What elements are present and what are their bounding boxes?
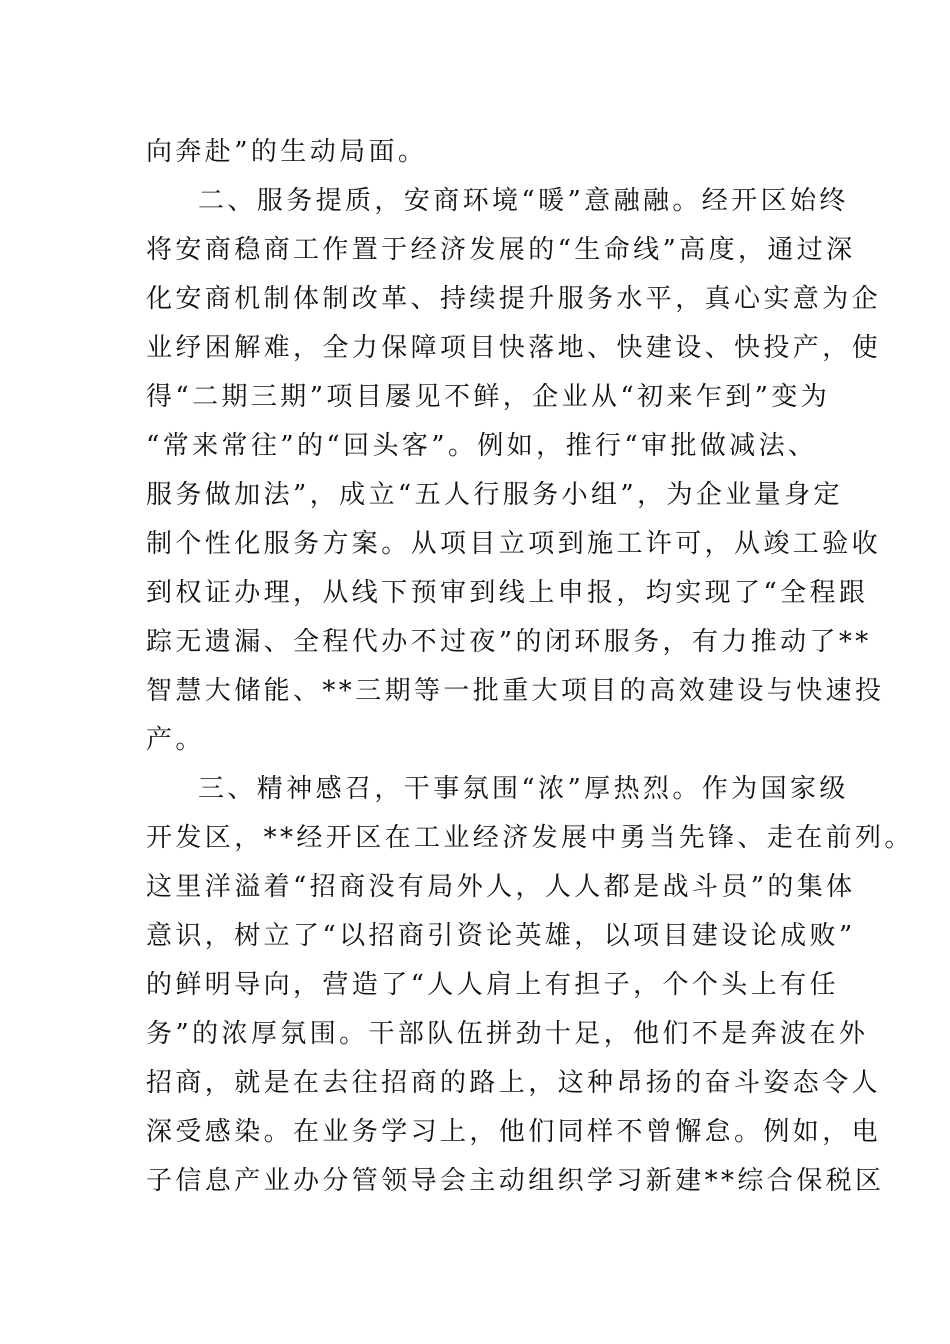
text-line: 化安商机制体制改革、持续提升服务水平，真心实意为企: [146, 284, 882, 314]
text-line: 向奔赴”的生动局面。: [146, 137, 428, 167]
text-line: 制个性化服务方案。从项目立项到施工许可，从竣工验收: [146, 529, 882, 559]
text-line: 子信息产业办分管领导会主动组织学习新建**综合保税区: [146, 1166, 885, 1196]
text-line: 这里洋溢着“招商没有局外人，人人都是战斗员”的集体: [146, 872, 856, 902]
text-line: 务”的浓厚氛围。干部队伍拼劲十足，他们不是奔波在外: [146, 1019, 869, 1049]
paragraph-3-heading-line: 三、精神感召，干事氛围“浓”厚热烈。作为国家级: [198, 774, 849, 804]
text-line: 踪无遗漏、全程代办不过夜”的闭环服务，有力推动了**: [146, 627, 872, 657]
text-line: 将安商稳商工作置于经济发展的“生命线”高度，通过深: [146, 235, 856, 265]
text-line: 开发区，**经开区在工业经济发展中勇当先锋、走在前列。: [146, 823, 914, 853]
text-line: 产。: [146, 725, 205, 755]
paragraph-2-heading-line: 二、服务提质，安商环境“暖”意融融。经开区始终: [198, 186, 849, 216]
text-line: 深受感染。在业务学习上，他们同样不曾懈怠。例如，电: [146, 1117, 882, 1147]
text-line: 业纾困解难，全力保障项目快落地、快建设、快投产，使: [146, 333, 882, 363]
text-line: 服务做加法”，成立“五人行服务小组”，为企业量身定: [146, 480, 843, 510]
text-line: 得“二期三期”项目屡见不鲜，企业从“初来乍到”变为: [146, 382, 831, 412]
text-line: 的鲜明导向，营造了“人人肩上有担子，个个头上有任: [146, 970, 839, 1000]
text-line: 意识，树立了“以招商引资论英雄，以项目建设论成败”: [146, 921, 856, 951]
text-line: 智慧大储能、**三期等一批重大项目的高效建设与快速投: [146, 676, 885, 706]
text-line: 到权证办理，从线下预审到线上申报，均实现了“全程跟: [146, 578, 869, 608]
text-line: 招商，就是在去往招商的路上，这种昂扬的奋斗姿态令人: [146, 1068, 882, 1098]
text-line: “常来常往”的“回头客”。例如，推行“审批做减法、: [146, 431, 818, 461]
